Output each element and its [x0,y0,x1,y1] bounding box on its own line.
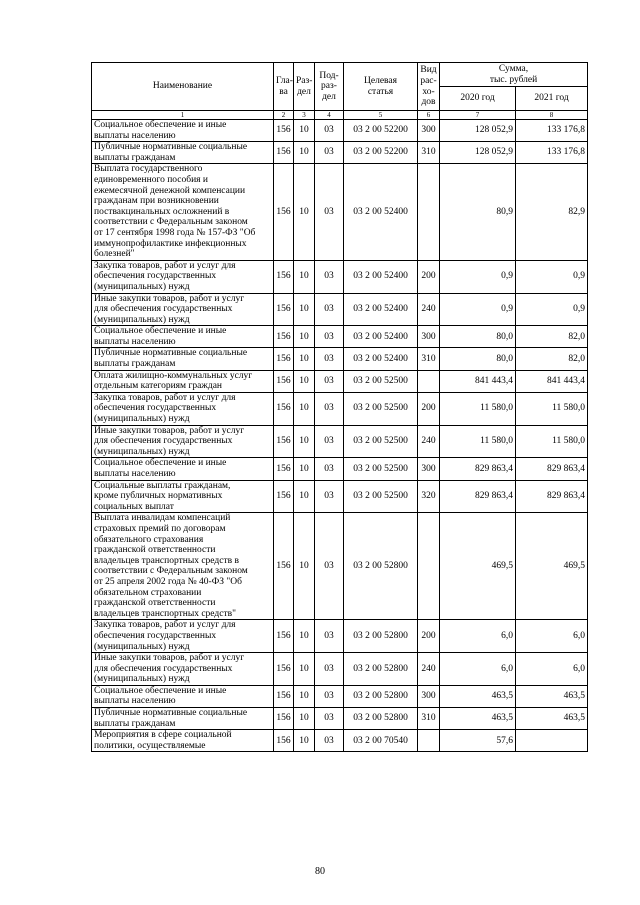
sum-2020-cell: 463,5 [440,708,516,730]
target-article-cell: 03 2 00 52400 [344,326,418,348]
sum-2021-cell: 6,0 [516,653,588,686]
subsection-cell: 03 [315,392,344,425]
subsection-cell: 03 [315,708,344,730]
column-index: 8 [516,111,588,120]
sum-2021-cell: 82,9 [516,164,588,260]
row-name-cell: Выплата государственного единовременного пособия и ежемесячной денежной компенсации гражданам при возникновении поствакцинальных осложнений в соответствии с Федеральным законом от 17 сентября 1998 года № 157-ФЗ "Об иммунопрофилактике инфекционных болезней" [92,164,274,260]
chapter-cell: 156 [274,685,294,707]
chapter-cell: 156 [274,392,294,425]
sum-2020-cell: 80,9 [440,164,516,260]
subsection-cell: 03 [315,685,344,707]
table-row [92,708,588,730]
target-article-cell: 03 2 00 52800 [344,620,418,653]
header-target: Целевая статья [344,63,418,111]
chapter-cell: 156 [274,730,294,752]
row-name-cell: Социальное обеспечение и иные выплаты населению [92,685,274,707]
target-article-cell: 03 2 00 52800 [344,685,418,707]
chapter-cell: 156 [274,164,294,260]
column-index: 6 [418,111,440,120]
sum-2021-cell: 0,9 [516,293,588,326]
chapter-cell: 156 [274,620,294,653]
chapter-cell: 156 [274,653,294,686]
expense-type-cell: 200 [418,260,440,293]
target-article-cell: 03 2 00 52200 [344,142,418,164]
row-name-cell: Закупка товаров, работ и услуг для обеспечения государственных (муниципальных) нужд [92,260,274,293]
expense-type-cell: 300 [418,120,440,142]
row-name-cell: Оплата жилищно-коммунальных услуг отдельным категориям граждан [92,370,274,392]
header-year-2021: 2021 год [516,87,588,111]
chapter-cell: 156 [274,293,294,326]
target-article-cell: 03 2 00 52200 [344,120,418,142]
expense-type-cell [418,164,440,260]
table-row [92,370,588,392]
sum-2021-cell: 829 863,4 [516,480,588,513]
sum-2021-cell: 82,0 [516,326,588,348]
header-sum: Сумма, тыс. рублей [440,63,588,87]
expense-type-cell [418,513,440,620]
expense-type-cell: 240 [418,293,440,326]
chapter-cell: 156 [274,260,294,293]
sum-2021-cell: 463,5 [516,708,588,730]
expense-type-cell: 320 [418,480,440,513]
sum-2020-cell: 128 052,9 [440,120,516,142]
sum-2020-cell: 11 580,0 [440,425,516,458]
table-row [92,293,588,326]
row-name-cell: Социальное обеспечение и иные выплаты населению [92,120,274,142]
sum-2021-cell [516,730,588,752]
chapter-cell: 156 [274,142,294,164]
section-cell: 10 [294,142,315,164]
section-cell: 10 [294,653,315,686]
subsection-cell: 03 [315,120,344,142]
section-cell: 10 [294,370,315,392]
subsection-cell: 03 [315,620,344,653]
chapter-cell: 156 [274,458,294,480]
column-index: 7 [440,111,516,120]
row-name-cell: Социальное обеспечение и иные выплаты населению [92,458,274,480]
table-row [92,120,588,142]
chapter-cell: 156 [274,425,294,458]
target-article-cell: 03 2 00 52400 [344,164,418,260]
subsection-cell: 03 [315,425,344,458]
header-expense-type: Вид рас- хо- дов [418,63,440,111]
sum-2020-cell: 829 863,4 [440,458,516,480]
sum-2020-cell: 841 443,4 [440,370,516,392]
sum-2021-cell: 463,5 [516,685,588,707]
section-cell: 10 [294,480,315,513]
page-number: 80 [315,866,325,877]
section-cell: 10 [294,620,315,653]
expense-type-cell: 310 [418,142,440,164]
target-article-cell: 03 2 00 52500 [344,370,418,392]
target-article-cell: 03 2 00 52800 [344,708,418,730]
expense-type-cell [418,370,440,392]
expense-type-cell: 300 [418,326,440,348]
chapter-cell: 156 [274,326,294,348]
sum-2020-cell: 128 052,9 [440,142,516,164]
column-index: 5 [344,111,418,120]
subsection-cell: 03 [315,164,344,260]
row-name-cell: Публичные нормативные социальные выплаты гражданам [92,348,274,370]
header-subsection: Под- раз- дел [315,63,344,111]
expense-type-cell [418,730,440,752]
target-article-cell: 03 2 00 70540 [344,730,418,752]
sum-2021-cell: 82,0 [516,348,588,370]
budget-table [91,62,588,752]
subsection-cell: 03 [315,260,344,293]
expense-type-cell: 310 [418,708,440,730]
expense-type-cell: 200 [418,620,440,653]
expense-type-cell: 200 [418,392,440,425]
sum-2021-cell: 0,9 [516,260,588,293]
sum-2020-cell: 0,9 [440,293,516,326]
target-article-cell: 03 2 00 52500 [344,425,418,458]
section-cell: 10 [294,260,315,293]
sum-2020-cell: 6,0 [440,620,516,653]
table-row [92,653,588,686]
chapter-cell: 156 [274,120,294,142]
section-cell: 10 [294,458,315,480]
table-row [92,326,588,348]
section-cell: 10 [294,425,315,458]
expense-type-cell: 310 [418,348,440,370]
subsection-cell: 03 [315,730,344,752]
table-body [92,120,588,752]
subsection-cell: 03 [315,480,344,513]
expense-type-cell: 300 [418,685,440,707]
target-article-cell: 03 2 00 52400 [344,348,418,370]
row-name-cell: Иные закупки товаров, работ и услуг для обеспечения государственных (муниципальных) нужд [92,425,274,458]
table-row [92,513,588,620]
section-cell: 10 [294,348,315,370]
sum-2021-cell: 6,0 [516,620,588,653]
subsection-cell: 03 [315,293,344,326]
row-name-cell: Закупка товаров, работ и услуг для обеспечения государственных (муниципальных) нужд [92,620,274,653]
row-name-cell: Социальное обеспечение и иные выплаты населению [92,326,274,348]
section-cell: 10 [294,326,315,348]
row-name-cell: Мероприятия в сфере социальной политики, осуществляемые [92,730,274,752]
target-article-cell: 03 2 00 52500 [344,392,418,425]
subsection-cell: 03 [315,458,344,480]
table-row [92,730,588,752]
target-article-cell: 03 2 00 52500 [344,458,418,480]
subsection-cell: 03 [315,142,344,164]
section-cell: 10 [294,293,315,326]
expense-type-cell: 300 [418,458,440,480]
sum-2020-cell: 11 580,0 [440,392,516,425]
table-row [92,348,588,370]
column-index: 1 [92,111,274,120]
section-cell: 10 [294,513,315,620]
table-row [92,480,588,513]
row-name-cell: Иные закупки товаров, работ и услуг для обеспечения государственных (муниципальных) нужд [92,653,274,686]
target-article-cell: 03 2 00 52500 [344,480,418,513]
section-cell: 10 [294,392,315,425]
sum-2020-cell: 80,0 [440,326,516,348]
table-row [92,620,588,653]
table-row [92,458,588,480]
sum-2021-cell: 829 863,4 [516,458,588,480]
table-row [92,260,588,293]
sum-2021-cell: 11 580,0 [516,392,588,425]
section-cell: 10 [294,685,315,707]
sum-2020-cell: 57,6 [440,730,516,752]
target-article-cell: 03 2 00 52400 [344,260,418,293]
chapter-cell: 156 [274,708,294,730]
row-name-cell: Публичные нормативные социальные выплаты гражданам [92,142,274,164]
header-chapter: Гла- ва [274,63,294,111]
section-cell: 10 [294,164,315,260]
column-index: 4 [315,111,344,120]
chapter-cell: 156 [274,513,294,620]
sum-2021-cell: 469,5 [516,513,588,620]
section-cell: 10 [294,120,315,142]
sum-2020-cell: 829 863,4 [440,480,516,513]
target-article-cell: 03 2 00 52800 [344,513,418,620]
chapter-cell: 156 [274,348,294,370]
header-year-2020: 2020 год [440,87,516,111]
sum-2020-cell: 463,5 [440,685,516,707]
subsection-cell: 03 [315,326,344,348]
column-index: 3 [294,111,315,120]
sum-2020-cell: 0,9 [440,260,516,293]
section-cell: 10 [294,708,315,730]
header-name: Наименование [92,63,274,111]
sum-2021-cell: 133 176,8 [516,120,588,142]
table-row [92,142,588,164]
chapter-cell: 156 [274,480,294,513]
table-row [92,425,588,458]
row-name-cell: Закупка товаров, работ и услуг для обеспечения государственных (муниципальных) нужд [92,392,274,425]
subsection-cell: 03 [315,513,344,620]
table-row [92,685,588,707]
sum-2021-cell: 11 580,0 [516,425,588,458]
sum-2021-cell: 133 176,8 [516,142,588,164]
chapter-cell: 156 [274,370,294,392]
sum-2020-cell: 6,0 [440,653,516,686]
target-article-cell: 03 2 00 52800 [344,653,418,686]
row-name-cell: Социальные выплаты гражданам, кроме публичных нормативных социальных выплат [92,480,274,513]
column-index-row [92,111,588,120]
row-name-cell: Выплата инвалидам компенсаций страховых премий по договорам обязательного страхования гражданской ответственности владельцев транспортных средств в соответствии с Федеральным законом от 25 апреля 2002 года № 40-ФЗ "Об обязательном страховании гражданской ответственности владельцев транспортных средств" [92,513,274,620]
sum-2021-cell: 841 443,4 [516,370,588,392]
section-cell: 10 [294,730,315,752]
column-index: 2 [274,111,294,120]
header-section: Раз- дел [294,63,315,111]
table-row [92,392,588,425]
table-row [92,164,588,260]
subsection-cell: 03 [315,370,344,392]
row-name-cell: Публичные нормативные социальные выплаты гражданам [92,708,274,730]
subsection-cell: 03 [315,653,344,686]
expense-type-cell: 240 [418,425,440,458]
subsection-cell: 03 [315,348,344,370]
sum-2020-cell: 469,5 [440,513,516,620]
target-article-cell: 03 2 00 52400 [344,293,418,326]
sum-2020-cell: 80,0 [440,348,516,370]
expense-type-cell: 240 [418,653,440,686]
row-name-cell: Иные закупки товаров, работ и услуг для обеспечения государственных (муниципальных) нужд [92,293,274,326]
